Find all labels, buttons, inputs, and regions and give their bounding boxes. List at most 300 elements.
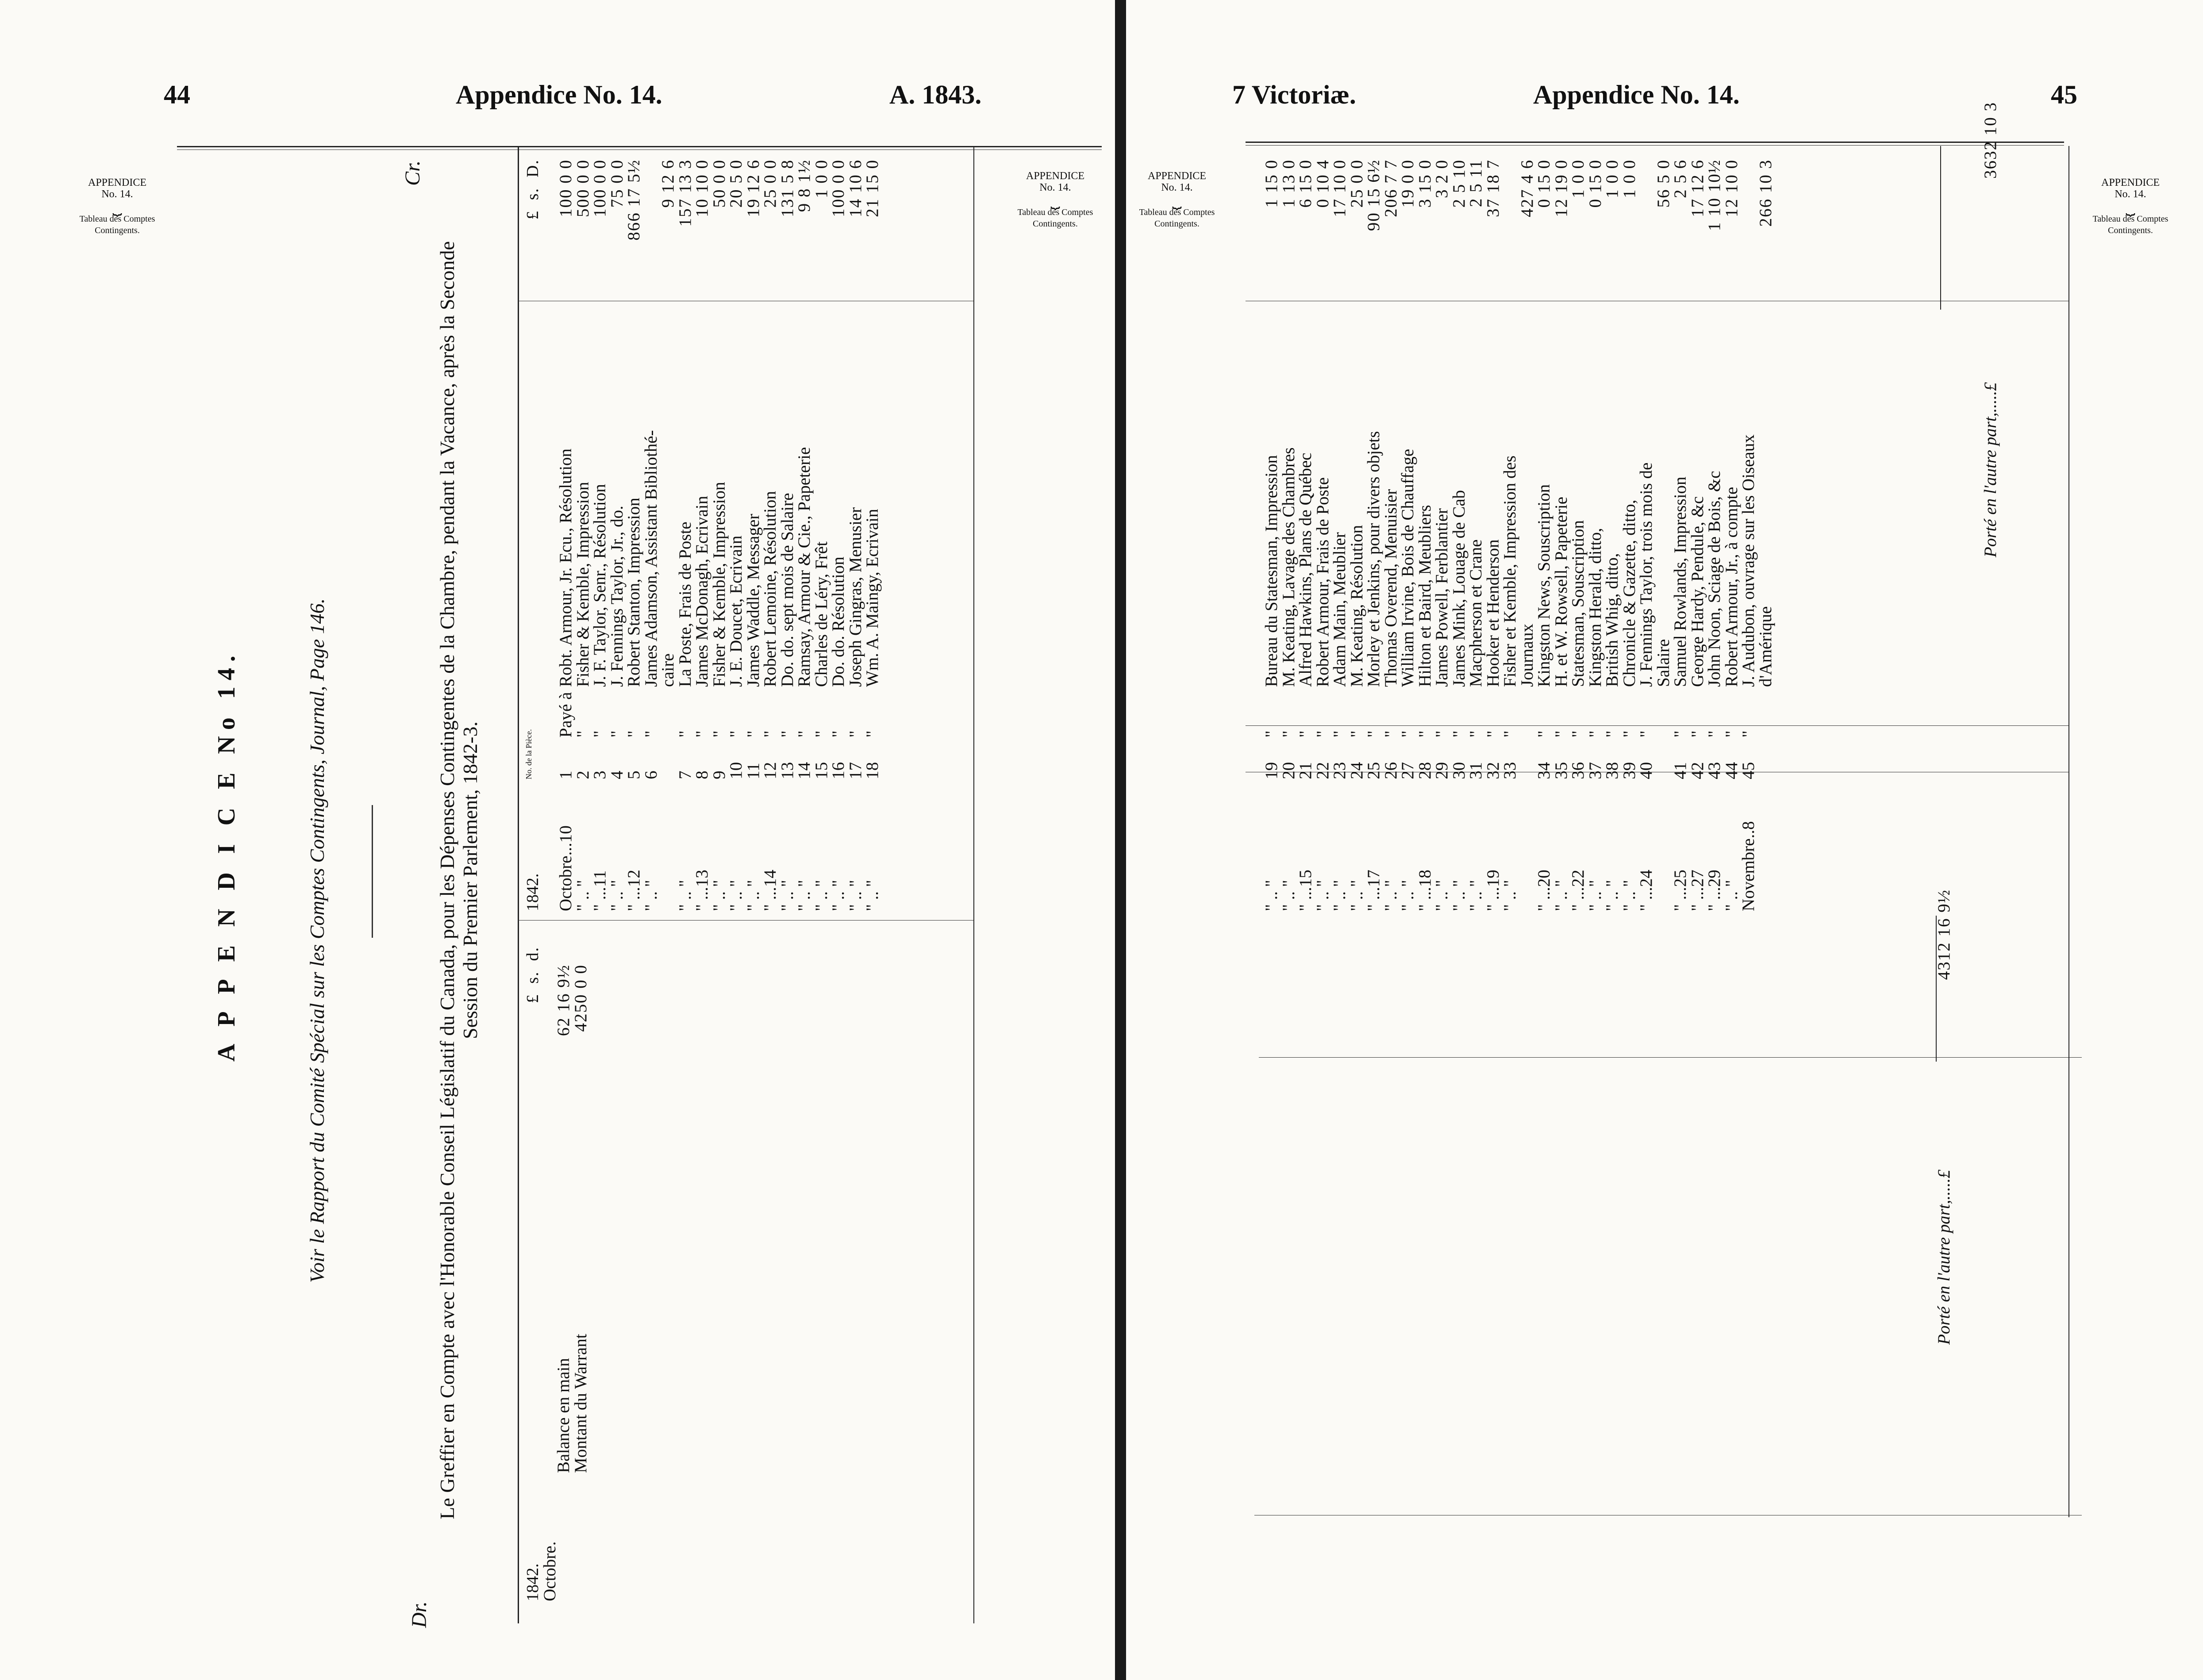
- piece-number: 21: [1296, 762, 1315, 779]
- payee-prefix: ": [1466, 730, 1485, 738]
- payment-description: James Waddle, Messager: [743, 514, 763, 687]
- payment-description: James Powell, Ferblantier: [1432, 508, 1451, 687]
- piece-number: 26: [1381, 762, 1400, 779]
- credit-date: " ...19: [1483, 870, 1503, 911]
- payment-description: caire: [658, 653, 677, 687]
- shillings-header: s.: [523, 971, 542, 984]
- payment-amount: 1 13 0: [1279, 159, 1298, 208]
- piece-number: 20: [1279, 762, 1298, 779]
- payment-amount: 6 15 0: [1296, 159, 1315, 208]
- table-row: [1297, 150, 1315, 911]
- table-row: [1451, 150, 1468, 911]
- payment-description: Wm. A. Maingy, Ecrivain: [863, 509, 882, 687]
- payee-prefix: ": [573, 730, 592, 738]
- piece-number: [660, 737, 677, 779]
- piece-number: 14: [795, 762, 814, 779]
- credit-date: " .. ": [1466, 880, 1485, 911]
- payment-amount: [643, 150, 660, 304]
- payment-description: Hooker et Henderson: [1483, 539, 1503, 687]
- credit-header-row: [524, 150, 542, 911]
- table-row: [575, 150, 592, 911]
- piece-number: 33: [1500, 762, 1519, 779]
- credit-date: " .. ": [777, 880, 797, 911]
- payee-prefix: ": [727, 730, 746, 738]
- piece-number: 39: [1619, 762, 1639, 779]
- payment-description: Salaire: [1653, 639, 1673, 687]
- table-row: [1604, 150, 1621, 911]
- brace-icon: ⏟: [1050, 191, 1060, 209]
- payee-prefix: ": [590, 730, 609, 738]
- payment-amount: 10 10 0: [692, 159, 711, 218]
- credit-date: " .. ": [846, 880, 865, 911]
- payee-prefix: ": [1603, 730, 1622, 738]
- piece-number: 22: [1313, 762, 1332, 779]
- piece-number: 16: [829, 762, 848, 779]
- debit-year: 1842.: [523, 1563, 542, 1601]
- piece-number: 31: [1466, 762, 1485, 779]
- payee-prefix: ": [1432, 730, 1451, 738]
- table-row: [1280, 150, 1298, 911]
- credit-total-label: Porté en l'autre part,.....£: [1981, 382, 2000, 557]
- piece-number: 27: [1398, 762, 1417, 779]
- credit-date: " .. ": [641, 880, 661, 911]
- payment-description: Fisher & Kemble, Impression: [573, 482, 592, 687]
- payment-amount: 17 10 0: [1330, 159, 1349, 218]
- piece-number: 35: [1551, 762, 1571, 779]
- payee-prefix: ": [1688, 730, 1707, 738]
- piece-number: 28: [1415, 762, 1434, 779]
- credit-date: " ...18: [1415, 870, 1434, 911]
- piece-number: 8: [692, 771, 711, 779]
- credit-total-row: [1982, 71, 1999, 557]
- credit-date: " ...13: [692, 870, 711, 911]
- margin-note-sub: No. 14.: [2115, 188, 2146, 200]
- payee-prefix: ": [624, 730, 643, 738]
- table-row: [1519, 150, 1536, 911]
- payee-prefix: ": [641, 730, 661, 738]
- payee-prefix: ": [1739, 730, 1758, 738]
- piece-number: 43: [1705, 762, 1724, 779]
- payment-amount: 50 0 0: [709, 159, 729, 208]
- payment-amount: 3 15 0: [1415, 159, 1434, 208]
- table-row: [1399, 150, 1417, 911]
- credit-date: " .. ": [811, 880, 831, 911]
- payment-amount: 1 0 0: [1619, 159, 1639, 199]
- account-title-line2: Session du Premier Parlement, 1842-3.: [459, 721, 481, 1039]
- table-row: [557, 150, 575, 911]
- debit-amount: 4250 0 0: [571, 964, 590, 1032]
- payment-amount: 100 0 0: [556, 159, 575, 218]
- payment-amount: 0 10 4: [1313, 159, 1332, 208]
- credit-date: " .. ": [1381, 880, 1400, 911]
- payment-description: Alfred Hawkins, Plans de Québec: [1296, 453, 1315, 687]
- ledger-rule-top: [518, 146, 519, 1623]
- payment-amount: 0 15 0: [1534, 159, 1553, 208]
- table-row: [1536, 150, 1553, 911]
- payment-description: Robt. Armour, Jr. Ecu., Résolution: [556, 448, 575, 687]
- payment-amount: 1 0 0: [1603, 159, 1622, 199]
- table-row: [1365, 150, 1383, 911]
- payment-amount: 427 4 6: [1517, 159, 1537, 218]
- payment-description: H. et W. Rowsell, Papeterie: [1551, 496, 1571, 687]
- table-row: [626, 150, 643, 911]
- credit-date: " .. ": [1262, 880, 1281, 911]
- piece-number: [1519, 737, 1536, 779]
- piece-number: 44: [1722, 762, 1741, 779]
- payee-prefix: ": [863, 730, 882, 738]
- table-row: [1315, 150, 1332, 911]
- account-title-line1: Le Greffier en Compte avec l'Honorable Conseil Législatif du Canada, pour les Dépenses Contingentes de la Chambre, pendant la Vacance, après la Seconde: [436, 241, 458, 1519]
- table-row: [1468, 150, 1485, 911]
- piece-number-header: No. de la Pièce.: [524, 729, 533, 779]
- piece-number: 9: [709, 771, 729, 779]
- payment-description: Chronicle & Gazette, ditto,: [1619, 499, 1639, 687]
- margin-note-sub: No. 14.: [1161, 182, 1193, 193]
- table-row: [1655, 150, 1672, 911]
- piece-number: 10: [727, 762, 746, 779]
- payment-amount: 157 13 3: [675, 159, 695, 227]
- payment-amount: 1 0 0: [1569, 159, 1588, 199]
- credit-date: " .. ": [1603, 880, 1622, 911]
- credit-date: " .. ": [795, 880, 814, 911]
- piece-number: 11: [743, 763, 763, 779]
- credit-date: [660, 779, 677, 911]
- payment-description: Robert Stanton, Impression: [624, 498, 643, 687]
- credit-date: " ...15: [1296, 870, 1315, 911]
- payment-amount: 90 15 6½: [1364, 159, 1383, 231]
- payment-description: Samuel Rowlands, Impression: [1671, 476, 1690, 687]
- payee-prefix: ": [1262, 730, 1281, 738]
- table-row: [677, 150, 694, 911]
- inner-margin-note: [1002, 170, 1108, 230]
- header-rule-right: [1246, 142, 2064, 143]
- payment-description: J. Fennings Taylor, trois mois de: [1637, 462, 1656, 687]
- payment-description: Thomas Overend, Menuisier: [1381, 489, 1400, 687]
- payment-amount: 75 0 0: [607, 159, 627, 208]
- payee-prefix: ": [743, 730, 763, 738]
- credit-date: " .. ": [1551, 880, 1571, 911]
- credit-date: " .. ": [727, 880, 746, 911]
- credit-date: [1519, 779, 1536, 911]
- payment-amount: 866 17 5½: [624, 159, 643, 241]
- payment-description: J. F. Taylor, Senr., Résolution: [590, 484, 609, 687]
- binding-gutter: [1115, 0, 1126, 1680]
- debit-currency-header: [524, 938, 542, 1091]
- payment-description: James McDonagh, Ecrivain: [692, 495, 711, 687]
- table-row: [1434, 150, 1451, 911]
- piece-number: 6: [641, 771, 661, 779]
- piece-number: 5: [624, 771, 643, 779]
- piece-number: 1: [556, 771, 575, 779]
- payee-prefix: [1519, 687, 1536, 737]
- payee-prefix: ": [1551, 730, 1571, 738]
- payment-description: d'Amérique: [1756, 606, 1775, 687]
- margin-note-text: Tableau des Comptes Contingents.: [1139, 207, 1215, 229]
- header-center-left: Appendice No. 14.: [456, 80, 662, 109]
- margin-note-left: [66, 177, 168, 236]
- brace-icon: ⏟: [1172, 191, 1182, 209]
- piece-number: 40: [1637, 762, 1656, 779]
- payee-prefix: ": [1569, 730, 1588, 738]
- piece-number: 4: [607, 771, 627, 779]
- table-row: [609, 150, 626, 911]
- payment-description: British Whig, ditto,: [1603, 553, 1622, 687]
- piece-number: 30: [1449, 762, 1469, 779]
- payment-amount: 21 15 0: [863, 159, 882, 218]
- payee-prefix: [1757, 687, 1775, 737]
- credit-date: " .. ": [863, 880, 882, 911]
- payment-description: Bureau du Statesman, Impression: [1262, 455, 1281, 687]
- table-row: [573, 942, 590, 1473]
- credit-date: " ...29: [1705, 870, 1724, 911]
- credit-date: " .. ": [1432, 880, 1451, 911]
- table-row: [1553, 150, 1570, 911]
- payment-description: La Poste, Frais de Poste: [675, 522, 695, 687]
- credit-year: 1842.: [523, 873, 542, 911]
- payment-description: J. Audubon, ouvrage sur les Oiseaux: [1739, 434, 1758, 687]
- table-row: [1740, 150, 1757, 911]
- credit-date: [1655, 779, 1672, 911]
- table-row: [711, 150, 728, 911]
- cr-label: [400, 161, 425, 186]
- payee-prefix: ": [709, 730, 729, 738]
- debit-total-row: [1936, 858, 1953, 1345]
- appendix-title: [212, 575, 241, 1062]
- voir-rapport: [305, 442, 329, 1283]
- payee-prefix: Payé à: [556, 692, 575, 738]
- table-row: [864, 150, 881, 911]
- table-row: [1723, 150, 1741, 911]
- table-row: [830, 150, 847, 911]
- title-short-rule: [372, 805, 373, 938]
- payment-description: James Adamson, Assistant Bibliothé-: [641, 430, 661, 687]
- payee-prefix: ": [1296, 730, 1315, 738]
- payment-amount: 100 0 0: [829, 159, 848, 218]
- table-row: [592, 150, 609, 911]
- payee-prefix: ": [1398, 730, 1417, 738]
- payment-amount: 12 19 0: [1551, 159, 1571, 218]
- payment-amount: 25 0 0: [761, 159, 780, 208]
- pence-header: D.: [523, 159, 542, 177]
- margin-note-sub: No. 14.: [101, 188, 133, 200]
- credit-date: " .. ": [573, 880, 592, 911]
- table-row: [1349, 150, 1366, 911]
- payment-amount: 19 0 0: [1398, 159, 1417, 208]
- margin-note-title: APPENDICE: [88, 177, 146, 188]
- debit-label: Balance en main: [554, 1358, 573, 1473]
- credit-date: " .. ": [1279, 880, 1298, 911]
- page-number-left: 44: [164, 80, 190, 109]
- credit-date: " .. ": [1619, 880, 1639, 911]
- debit-total: [1936, 858, 1953, 1345]
- payment-description: Adam Main, Meublier: [1330, 532, 1349, 687]
- table-row: [1263, 150, 1280, 911]
- piece-number: 34: [1534, 762, 1553, 779]
- table-row: [1383, 150, 1400, 911]
- dr-label: [407, 1601, 431, 1628]
- payment-amount: 2 5 10: [1449, 159, 1469, 208]
- payment-amount: 266 10 3: [1756, 159, 1775, 227]
- table-row: [660, 150, 677, 911]
- ledger-right-edge: [2068, 146, 2069, 1517]
- table-row: [643, 150, 660, 911]
- table-row: [1485, 150, 1502, 911]
- table-row: [1502, 150, 1519, 911]
- payee-prefix: [1655, 687, 1672, 737]
- payment-description: Kingston Herald, ditto,: [1585, 528, 1605, 687]
- outer-margin-note: [2077, 177, 2184, 236]
- table-row: [1672, 150, 1689, 911]
- debit-rows: [555, 942, 589, 1473]
- payment-amount: 20 5 0: [727, 159, 746, 208]
- payment-description: John Noon, Sciage de Bois, &c: [1705, 471, 1724, 687]
- credit-date: " ...27: [1688, 870, 1707, 911]
- credit-total-amount: 3632 10 3: [1981, 102, 2000, 179]
- payee-prefix: ": [1500, 730, 1519, 738]
- payee-prefix: ": [1671, 730, 1690, 738]
- dr-text: Dr.: [408, 1601, 431, 1628]
- payment-description: William Irvine, Bois de Chauffage: [1398, 449, 1417, 687]
- payee-prefix: ": [795, 730, 814, 738]
- right-page: [1017, 0, 2203, 1680]
- table-row: [745, 150, 762, 911]
- credit-date: " .. ": [829, 880, 848, 911]
- credit-rows-left: [557, 150, 881, 911]
- margin-note-text: Tableau des Comptes Contingents.: [79, 214, 155, 235]
- credit-date: " ...12: [624, 870, 643, 911]
- table-row: [555, 942, 573, 1473]
- piece-number: 7: [675, 771, 695, 779]
- payment-description: Charles de Léry, Frêt: [811, 541, 831, 687]
- payment-amount: 2 5 6: [1671, 159, 1690, 199]
- payee-prefix: ": [1585, 730, 1605, 738]
- credit-date: " .. ": [1398, 880, 1417, 911]
- debit-total-amount: 4312 16 9½: [1934, 889, 1953, 980]
- payment-amount: 3 2 0: [1432, 159, 1451, 199]
- payment-description: Robert Armour, Frais de Poste: [1313, 477, 1332, 687]
- payee-prefix: ": [829, 730, 848, 738]
- credit-date: Octobre...10: [556, 825, 575, 911]
- header-right-left: A. 1843.: [889, 80, 982, 109]
- piece-number: 38: [1603, 762, 1622, 779]
- credit-date: " .. ": [1313, 880, 1332, 911]
- payment-amount: 19 12 6: [743, 159, 763, 218]
- payment-description: Joseph Gingras, Menusier: [846, 507, 865, 687]
- piece-number: 25: [1364, 762, 1383, 779]
- payment-description: George Hardy, Pendule, &c: [1688, 496, 1707, 687]
- credit-date: " .. ": [1500, 880, 1519, 911]
- table-row: [1689, 150, 1707, 911]
- appendix-title-text: A P P E N D I C E No 14.: [213, 649, 240, 1062]
- pounds-header: £: [523, 993, 542, 1003]
- payee-prefix: ": [1449, 730, 1469, 738]
- payment-amount: 14 10 6: [846, 159, 865, 218]
- credit-date: " ...14: [761, 870, 780, 911]
- header-rule-left: [177, 146, 1102, 147]
- piece-number: 13: [777, 762, 797, 779]
- credit-date: " .. ": [607, 880, 627, 911]
- account-title: [436, 173, 482, 1588]
- table-row: [1621, 150, 1638, 911]
- payment-description: James Mink, Louage de Cab: [1449, 490, 1469, 687]
- piece-number: 2: [573, 771, 592, 779]
- payee-prefix: ": [761, 730, 780, 738]
- header-left-right: 7 Victoriæ.: [1232, 80, 1356, 109]
- payee-prefix: ": [777, 730, 797, 738]
- table-row: [1331, 150, 1349, 911]
- brace-icon: ⏟: [112, 198, 122, 215]
- piece-number: 12: [761, 762, 780, 779]
- payment-description: J. Fennings Taylor, Jr., do.: [607, 506, 627, 687]
- payee-prefix: ": [1415, 730, 1434, 738]
- payment-amount: 12 10 0: [1722, 159, 1741, 218]
- table-row: [694, 150, 711, 911]
- payee-prefix: ": [1619, 730, 1639, 738]
- piece-number: 29: [1432, 762, 1451, 779]
- debit-month: Octobre.: [540, 1541, 559, 1601]
- credit-date: " .. ": [1347, 880, 1366, 911]
- piece-number: 24: [1347, 762, 1366, 779]
- payment-description: Journaux: [1517, 624, 1537, 687]
- margin-note-text: Tableau des Comptes Contingents.: [1017, 207, 1093, 229]
- credit-date: " .. ": [709, 880, 729, 911]
- debit-amount: 62 16 9½: [554, 964, 573, 1036]
- payment-amount: [1740, 150, 1757, 304]
- inner-margin-note-2: [1126, 170, 1228, 230]
- ledger-rule-bottom: [973, 146, 974, 1623]
- payment-description: Do. do. Résolution: [829, 556, 848, 687]
- table-row: [762, 150, 779, 911]
- credit-total: [1982, 71, 1999, 557]
- credit-date: " .. ": [1585, 880, 1605, 911]
- piece-number: [1655, 737, 1672, 779]
- credit-date: " ...11: [590, 870, 609, 911]
- payee-prefix: ": [1347, 730, 1366, 738]
- credit-total-rule: [1940, 146, 1941, 310]
- credit-date: " ...24: [1637, 870, 1656, 911]
- credit-date: " .. ": [1449, 880, 1469, 911]
- payment-amount: 9 12 6: [658, 159, 677, 208]
- debit-credit-divider: [518, 920, 973, 921]
- piece-number: 17: [846, 762, 865, 779]
- payment-amount: 17 12 6: [1688, 159, 1707, 218]
- piece-number: [1757, 737, 1775, 779]
- payment-amount: 0 15 0: [1585, 159, 1605, 208]
- payee-prefix: ": [1313, 730, 1332, 738]
- brace-icon: ⏟: [2126, 198, 2135, 215]
- table-row: [1570, 150, 1587, 911]
- credit-rows-right: [1263, 150, 1774, 911]
- payee-prefix: ": [1279, 730, 1298, 738]
- payee-prefix: ": [1483, 730, 1503, 738]
- payment-description: M. Keating, Résolution: [1347, 525, 1366, 687]
- payee-prefix: [660, 687, 677, 737]
- payee-prefix: ": [1381, 730, 1400, 738]
- payment-amount: 25 0 0: [1347, 159, 1366, 208]
- table-row: [1706, 150, 1723, 911]
- piece-number: 32: [1483, 762, 1503, 779]
- credit-date: Novembre..8: [1739, 821, 1758, 911]
- piece-number: 37: [1585, 762, 1605, 779]
- table-row: [779, 150, 796, 911]
- debit-header-row: [524, 938, 542, 1601]
- payment-description: Ramsay, Armour & Cie., Papeterie: [795, 447, 814, 687]
- credit-date: [1757, 779, 1775, 911]
- table-row: [1587, 150, 1604, 911]
- payment-description: Morley et Jenkins, pour divers objets: [1364, 431, 1383, 687]
- piece-number: 15: [811, 762, 831, 779]
- payment-description: Fisher & Kemble, Impression: [709, 482, 729, 687]
